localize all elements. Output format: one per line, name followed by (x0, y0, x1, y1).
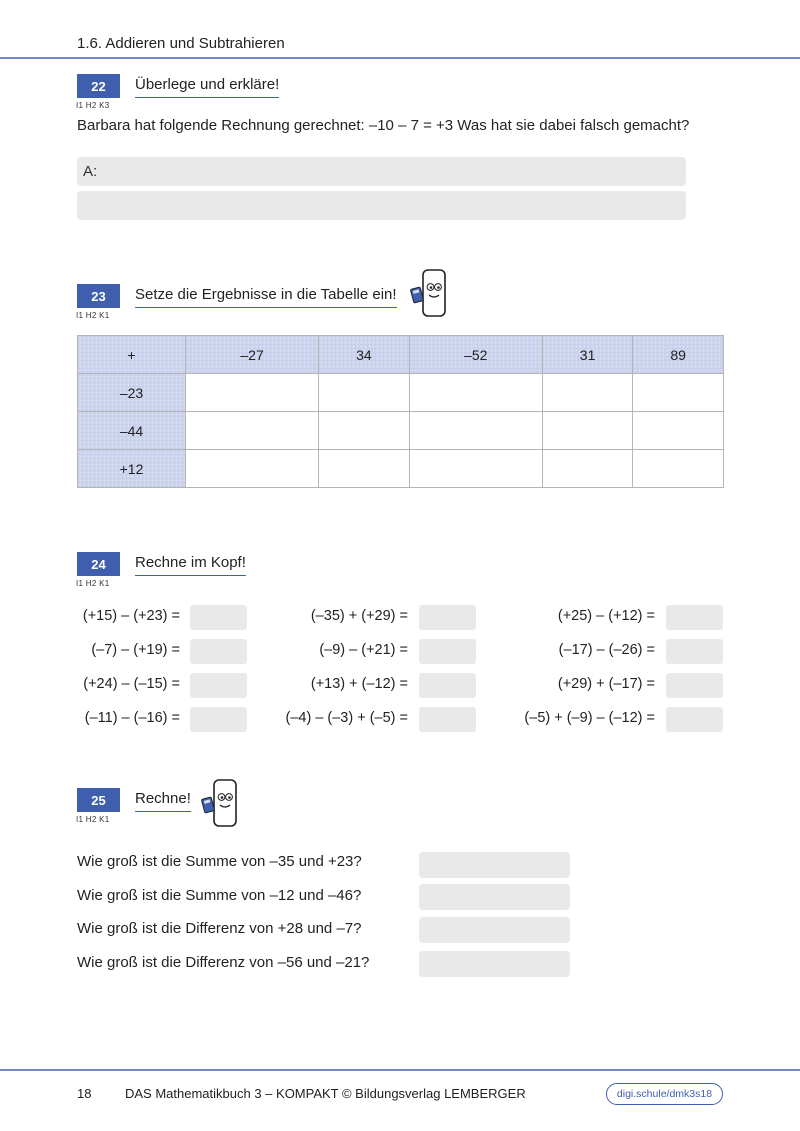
expression: (–35) + (+29) = (310, 608, 408, 624)
table-col-header: 31 (542, 336, 633, 374)
task-tag-24: I1 H2 K1 (76, 579, 110, 588)
table-cell[interactable] (319, 450, 410, 488)
table-cell[interactable] (319, 374, 410, 412)
table-row-header: –23 (78, 374, 186, 412)
answer-field[interactable] (419, 852, 570, 878)
table-cell[interactable] (186, 450, 319, 488)
expression: (–5) + (–9) – (–12) = (524, 710, 655, 726)
table-row-header: +12 (78, 450, 186, 488)
answer-field[interactable] (419, 917, 570, 943)
expression: (+25) – (+12) = (557, 608, 655, 624)
result-table (77, 335, 724, 488)
task-tag-25: I1 H2 K1 (76, 815, 110, 824)
table-corner: + (78, 336, 186, 374)
footer-copyright: DAS Mathematikbuch 3 – KOMPAKT © Bildungsverlag LEMBERGER (125, 1086, 526, 1101)
task-title-24: Rechne im Kopf! (135, 554, 246, 576)
expression: (+24) – (–15) = (83, 676, 180, 692)
table-cell[interactable] (319, 412, 410, 450)
answer-field-2[interactable] (77, 191, 686, 220)
task-number-23: 23 (77, 284, 120, 308)
table-cell[interactable] (542, 450, 633, 488)
task-title-25: Rechne! (135, 790, 191, 812)
expression: (+13) + (–12) = (310, 676, 408, 692)
digi-link[interactable]: digi.schule/dmk3s18 (606, 1083, 723, 1105)
answer-label: A: (83, 163, 98, 180)
expression: (–9) – (+21) = (319, 642, 408, 658)
table-row-header: –44 (78, 412, 186, 450)
expression: (+29) + (–17) = (557, 676, 655, 692)
table-cell[interactable] (633, 412, 724, 450)
table-cell[interactable] (542, 374, 633, 412)
expression: (–11) – (–16) = (84, 710, 180, 726)
answer-box[interactable] (419, 673, 476, 698)
question-text: Wie groß ist die Differenz von +28 und –7? (77, 920, 362, 937)
answer-field-1[interactable] (77, 157, 686, 186)
task-title-22: Überlege und erkläre! (135, 76, 279, 98)
table-cell[interactable] (409, 374, 542, 412)
answer-box[interactable] (419, 639, 476, 664)
expression: (–4) – (–3) + (–5) = (285, 710, 408, 726)
answer-box[interactable] (666, 707, 723, 732)
table-cell[interactable] (409, 412, 542, 450)
header-divider (0, 57, 800, 59)
answer-box[interactable] (666, 605, 723, 630)
answer-field[interactable] (419, 884, 570, 910)
task-question-22: Barbara hat folgende Rechnung gerechnet: –10 – 7 = +3 Was hat sie dabei falsch gemacht? (77, 117, 690, 134)
answer-box[interactable] (190, 605, 247, 630)
table-cell[interactable] (633, 374, 724, 412)
question-text: Wie groß ist die Summe von –35 und +23? (77, 853, 362, 870)
answer-box[interactable] (190, 707, 247, 732)
table-col-header: 89 (633, 336, 724, 374)
expression: (–7) – (+19) = (91, 642, 180, 658)
expression: (+15) – (+23) = (82, 608, 180, 624)
answer-box[interactable] (666, 639, 723, 664)
page-title: 1.6. Addieren und Subtrahieren (77, 35, 285, 52)
table-cell[interactable] (186, 374, 319, 412)
question-text: Wie groß ist die Differenz von –56 und –21? (77, 954, 370, 971)
table-cell[interactable] (409, 450, 542, 488)
answer-field[interactable] (419, 951, 570, 977)
answer-box[interactable] (666, 673, 723, 698)
calculator-mascot-icon (200, 778, 240, 830)
expression: (–17) – (–26) = (558, 642, 655, 658)
table-col-header: 34 (319, 336, 410, 374)
answer-box[interactable] (190, 639, 247, 664)
footer-divider (0, 1069, 800, 1071)
table-col-header: –52 (409, 336, 542, 374)
task-number-25: 25 (77, 788, 120, 812)
table-cell[interactable] (542, 412, 633, 450)
task-tag-22: I1 H2 K3 (76, 101, 110, 110)
table-col-header: –27 (186, 336, 319, 374)
table-cell[interactable] (633, 450, 724, 488)
task-number-22: 22 (77, 74, 120, 98)
calculator-mascot-icon (409, 268, 449, 320)
task-tag-23: I1 H2 K1 (76, 311, 110, 320)
task-number-24: 24 (77, 552, 120, 576)
answer-box[interactable] (419, 605, 476, 630)
task-title-23: Setze die Ergebnisse in die Tabelle ein! (135, 286, 397, 308)
page-number: 18 (77, 1086, 92, 1101)
question-text: Wie groß ist die Summe von –12 und –46? (77, 887, 362, 904)
answer-box[interactable] (190, 673, 247, 698)
answer-box[interactable] (419, 707, 476, 732)
table-cell[interactable] (186, 412, 319, 450)
